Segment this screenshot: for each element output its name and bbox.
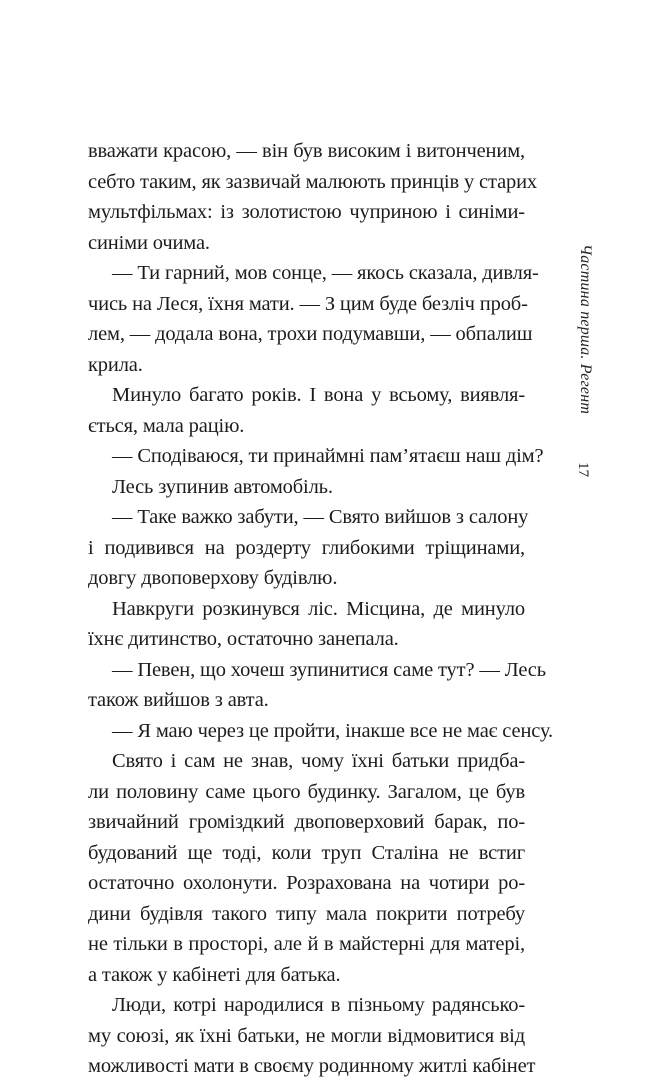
text-line: Минуло багато років. І вона у всьому, виявля- (112, 384, 525, 406)
text-line: ється, мала рацію. (88, 414, 245, 437)
text-line: остаточно охолонути. Розрахована на чотири ро- (88, 872, 525, 894)
text-line: лем, — додала вона, трохи подумавши, — обпалиш (88, 323, 533, 345)
text-line: також вийшов з авта. (88, 689, 269, 711)
text-line: — Сподіваюся, ти принаймні пам’ятаєш наш дім? (112, 445, 544, 467)
text-line: — Я маю через це пройти, інакше все не має сенсу. (112, 719, 553, 742)
text-line: звичайний громіздкий двоповерховий барак, по- (88, 811, 525, 833)
text-line: — Ти гарний, мов сонце, — якось сказала, дивля- (112, 262, 539, 284)
text-line: — Таке важко забути, — Свято вийшов з салону (112, 506, 529, 528)
text-line: можливості мати в своєму родинному житлі кабінет (88, 1055, 536, 1077)
text-line: і подивився на роздерту глибокими тріщинами, (88, 536, 525, 559)
text-line: крила. (88, 353, 143, 376)
page-number: 17 (575, 462, 591, 477)
text-line: Лесь зупинив автомобіль. (112, 475, 333, 498)
text-line: не тільки в просторі, але й в майстерні для матері, (88, 933, 525, 955)
text-line: вважати красою, — він був високим і витонченим, (88, 140, 525, 162)
text-line: будований ще тоді, коли труп Сталіна не встиг (88, 841, 525, 864)
text-line: синіми очима. (88, 231, 210, 254)
text-line: ли половину саме цього будинку. Загалом, це був (88, 780, 525, 803)
text-line: Свято і сам не знав, чому їхні батьки придба- (112, 750, 525, 772)
running-head: Частина перша. Регент (577, 244, 594, 415)
text-line: а також у кабінеті для батька. (88, 963, 341, 986)
text-line: їхнє дитинство, остаточно занепала. (88, 628, 399, 650)
text-line: му союзі, як їхні батьки, не могли відмовитися від (88, 1024, 525, 1047)
text-line: дини будівля такого типу мала покрити потребу (88, 902, 525, 925)
text-line: Люди, котрі народилися в пізньому радянсько- (112, 994, 525, 1016)
body-text (88, 136, 553, 1082)
text-line: себто таким, як зазвичай малюють принців у старих (88, 170, 538, 193)
text-line: довгу двоповерхову будівлю. (88, 567, 338, 589)
text-line: мультфільмах: із золотистою чуприною і синіми- (88, 201, 525, 223)
text-line: — Певен, що хочеш зупинитися саме тут? — Лесь (112, 658, 546, 681)
text-line: Навкруги розкинувся ліс. Місцина, де минуло (112, 597, 525, 620)
text-line: чись на Леся, їхня мати. — З цим буде безліч проб- (88, 292, 528, 315)
